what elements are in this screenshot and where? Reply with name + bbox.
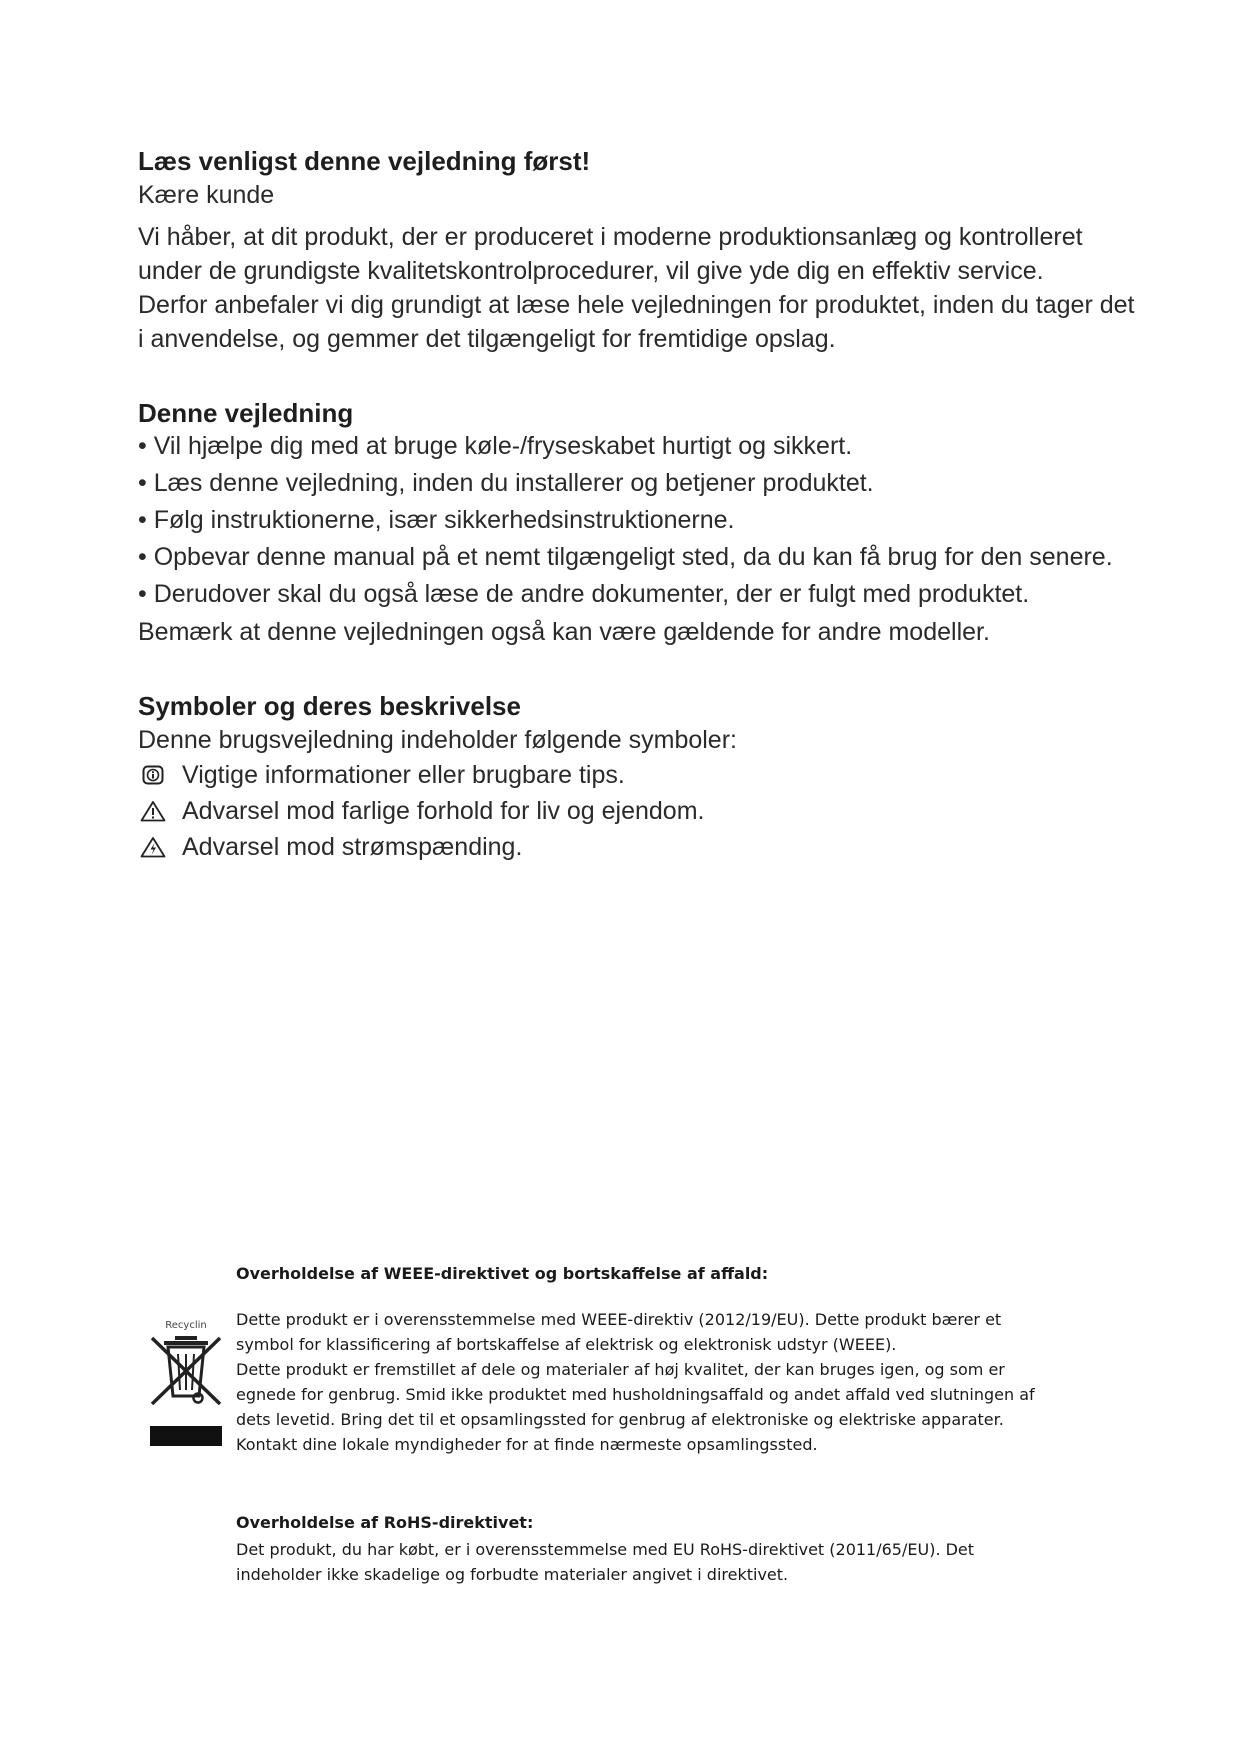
guide-bullet: • Opbevar denne manual på et nemt tilgængeligt sted, da du kan få brug for den senere. xyxy=(138,543,1113,571)
weee-body xyxy=(236,1307,1116,1457)
guide-bullet: • Derudover skal du også læse de andre dokumenter, der er fulgt med produktet. xyxy=(138,580,1030,608)
electric-warning-icon xyxy=(138,835,168,859)
main-content xyxy=(138,144,1138,865)
guide-heading: Denne vejledning xyxy=(138,398,354,428)
symbol-text-warning: Advarsel mod farlige forhold for liv og ejendom. xyxy=(182,797,705,825)
weee-crossed-bin-icon xyxy=(148,1318,224,1452)
rohs-line: indeholder ikke skadelige og forbudte materialer angivet i direktivet. xyxy=(236,1565,789,1584)
symbol-text-electric: Advarsel mod strømspænding. xyxy=(182,833,523,861)
weee-line: dets levetid. Bring det til et opsamlingssted for genbrug af elektroniske og elektriske apparater. xyxy=(236,1410,1004,1429)
symbol-text-info: Vigtige informationer eller brugbare tips. xyxy=(182,761,625,789)
weee-line: egnede for genbrug. Smid ikke produktet med husholdningsaffald og andet affald ved slutningen af xyxy=(236,1385,1035,1404)
intro-heading: Læs venligst denne vejledning først! xyxy=(138,146,591,176)
guide-bullet: • Følg instruktionerne, især sikkerhedsinstruktionerne. xyxy=(138,506,735,534)
weee-title: Overholdelse af WEEE-direktivet og bortskaffelse af affald: xyxy=(236,1264,769,1283)
weee-line: Dette produkt er fremstillet af dele og materialer af høj kvalitet, der kan bruges igen, og som er xyxy=(236,1360,1005,1379)
weee-line: symbol for klassificering af bortskaffelse af elektrisk og elektronisk udstyr (WEEE). xyxy=(236,1335,897,1354)
guide-bullet: • Vil hjælpe dig med at bruge køle-/fryseskabet hurtigt og sikkert. xyxy=(138,432,853,460)
weee-line: Dette produkt er i overensstemmelse med WEEE-direktiv (2012/19/EU). Dette produkt bærer et xyxy=(236,1310,1002,1329)
symbol-row-info xyxy=(138,757,1138,793)
guide-bullet: • Læs denne vejledning, inden du installerer og betjener produktet. xyxy=(138,469,874,497)
weee-icon-label: Recyclin xyxy=(165,1320,207,1331)
weee-line: Kontakt dine lokale myndigheder for at finde nærmeste opsamlingssted. xyxy=(236,1435,818,1454)
symbols-intro: Denne brugsvejledning indeholder følgende symboler: xyxy=(138,726,737,754)
rohs-title: Overholdelse af RoHS-direktivet: xyxy=(236,1513,534,1532)
symbols-heading: Symboler og deres beskrivelse xyxy=(138,691,521,721)
info-icon xyxy=(138,763,168,787)
rohs-line: Det produkt, du har købt, er i overensstemmelse med EU RoHS-direktivet (2011/65/EU). Det xyxy=(236,1540,975,1559)
rohs-body xyxy=(236,1537,1116,1587)
guide-note: Bemærk at denne vejledningen også kan være gældende for andre modeller. xyxy=(138,618,990,646)
intro-paragraph-1: Vi håber, at dit produkt, der er produceret i moderne produktionsanlæg og kontrolleret under de grundigste kvalitetskontrolprocedurer, vil give yde dig en effektiv service. xyxy=(138,223,1083,285)
symbol-row-warning xyxy=(138,793,1138,829)
salutation: Kære kunde xyxy=(138,181,275,209)
intro-paragraph-2: Derfor anbefaler vi dig grundigt at læse hele vejledningen for produktet, inden du tager det i anvendelse, og gemmer det tilgængeligt for fremtidige opslag. xyxy=(138,291,1135,353)
warning-triangle-icon xyxy=(138,799,168,823)
symbol-row-electric xyxy=(138,829,1138,865)
